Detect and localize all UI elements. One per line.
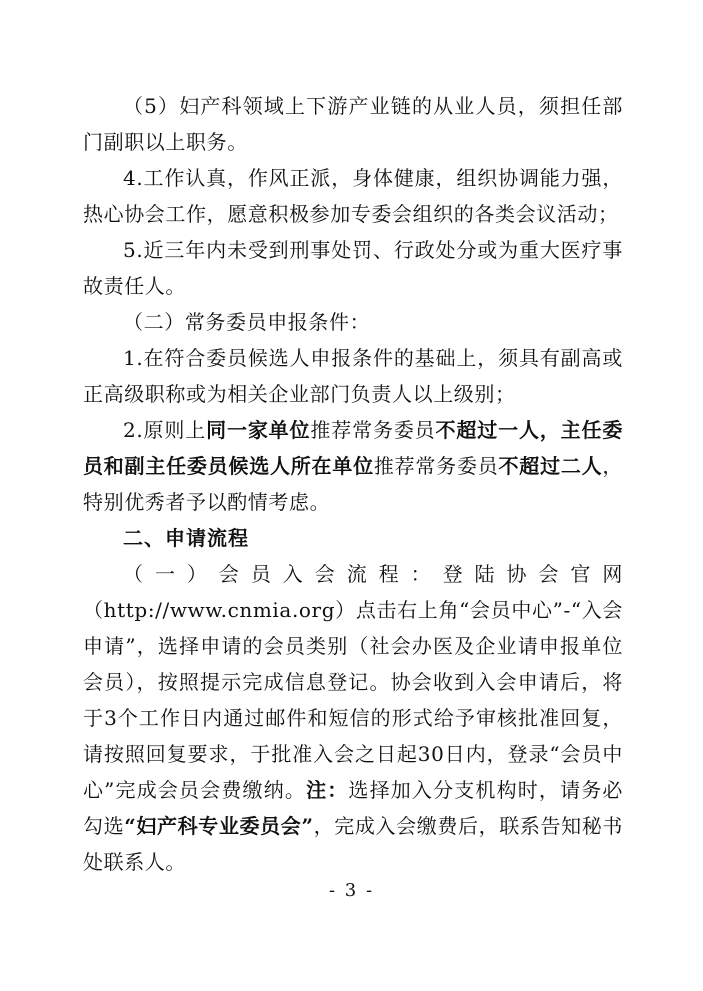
p6-emphasis-f: 不超过二人 — [498, 454, 603, 478]
p6-text-a: 2.原则上 — [123, 418, 207, 442]
p7-text-c: 选择加入分支机构时，请务必勾选 — [83, 778, 624, 838]
p7-note-label: 注： — [306, 778, 349, 802]
p6-text-c: 推荐常务委员 — [310, 418, 436, 442]
paragraph-6 — [83, 412, 623, 520]
paragraph-1: （5）妇产科领域上下游产业链的从业人员，须担任部门副职以上职务。 — [83, 94, 623, 154]
p6-emphasis-b: 同一家单位 — [206, 418, 311, 442]
paragraph-5: 1.在符合委员候选人申报条件的基础上，须具有副高或正高级职称或为相关企业部门负责人以上级别； — [83, 346, 623, 406]
page-number: - 3 - — [328, 880, 375, 901]
p6-text-e: 推荐常务委员 — [373, 454, 499, 478]
p7-emphasis-d: “妇产科专业委员会” — [124, 814, 314, 838]
paragraph-7 — [83, 556, 623, 880]
p7-text-a: （一）会员入会流程：登陆协会官网（http://www.cnmia.org）点击右上角“会员中心”-“入会申请”，选择申请的会员类别（社会办医及企业请申报单位会员），按照提示完成信息登记。协会收到入会申请后，将于3个工作日内通过邮件和短信的形式给予审核批准回复，请按照回复要求，于批准入会之日起30日内，登录“会员中心”完成会员会费缴纳。 — [83, 562, 623, 802]
paragraph-3: 5.近三年内未受到刑事处罚、行政处分或为重大医疗事故责任人。 — [83, 238, 623, 298]
p6-text-g: ，特别优秀者予以酌情考虑。 — [83, 454, 624, 514]
document-body — [83, 88, 623, 880]
paragraph-2: 4.工作认真，作风正派，身体健康，组织协调能力强，热心协会工作，愿意积极参加专委会组织的各类会议活动； — [83, 166, 623, 226]
section-heading: 二、申请流程 — [123, 526, 249, 550]
paragraph-4: （二）常务委员申报条件： — [123, 310, 371, 334]
p7-text-e: ，完成入会缴费后，联系告知秘书处联系人。 — [83, 814, 623, 874]
p6-emphasis-d: 不超过一人，主任委员和副主任委员候选人所在单位 — [83, 418, 623, 478]
